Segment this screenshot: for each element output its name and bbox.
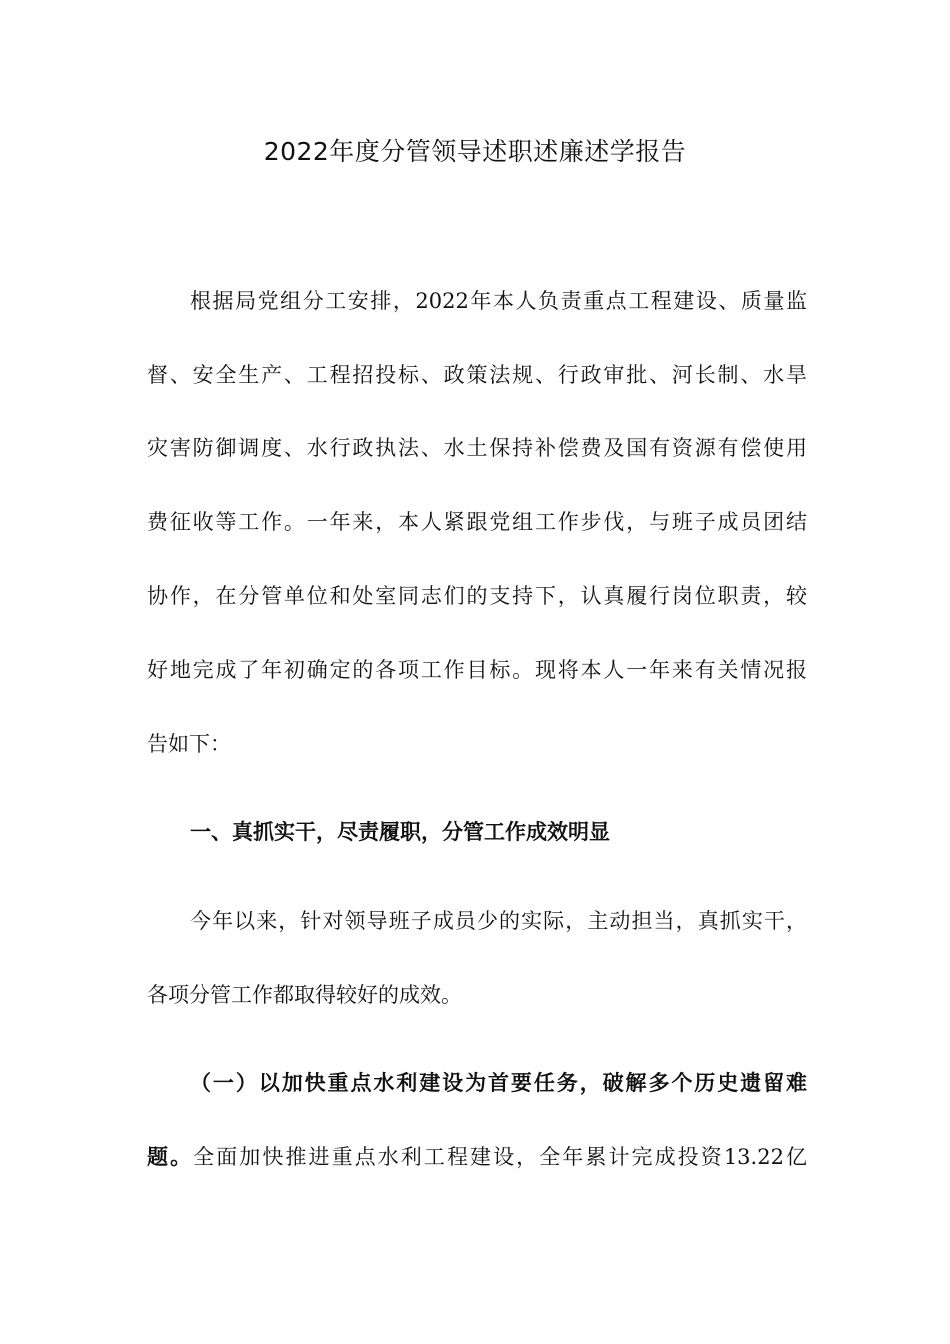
section-1-line-1: 今年以来，针对领导班子成员少的实际，主动担当，真抓实干，	[190, 909, 807, 933]
subsection-1-text: 全面加快推进重点水利工程建设，全年累计完成投资13.22亿	[193, 1145, 808, 1169]
subsection-1-heading: （一）以加快重点水利建设为首要任务，破解多个历史遗留难	[190, 1070, 807, 1095]
subsection-1-heading-end: 题。	[147, 1144, 194, 1169]
intro-line-4: 费征收等工作。一年来，本人紧跟党组工作步伐，与班子成员团结	[147, 510, 807, 534]
intro-line-3: 灾害防御调度、水行政执法、水土保持补偿费及国有资源有偿使用	[147, 436, 807, 460]
intro-line-7: 告如下：	[147, 732, 231, 756]
intro-line-5: 协作，在分管单位和处室同志们的支持下，认真履行岗位职责，较	[147, 584, 807, 608]
section-1-heading: 一、真抓实干，尽责履职，分管工作成效明显	[190, 819, 610, 844]
intro-line-2: 督、安全生产、工程招投标、政策法规、行政审批、河长制、水旱	[147, 363, 807, 387]
section-1-line-2: 各项分管工作都取得较好的成效。	[147, 983, 462, 1007]
intro-line-1: 根据局党组分工安排，2022年本人负责重点工程建设、质量监	[190, 289, 807, 313]
subsection-1-line-2	[147, 1142, 807, 1172]
document-title: 2022年度分管领导述职述廉述学报告	[263, 137, 687, 166]
intro-line-6: 好地完成了年初确定的各项工作目标。现将本人一年来有关情况报	[147, 658, 807, 682]
